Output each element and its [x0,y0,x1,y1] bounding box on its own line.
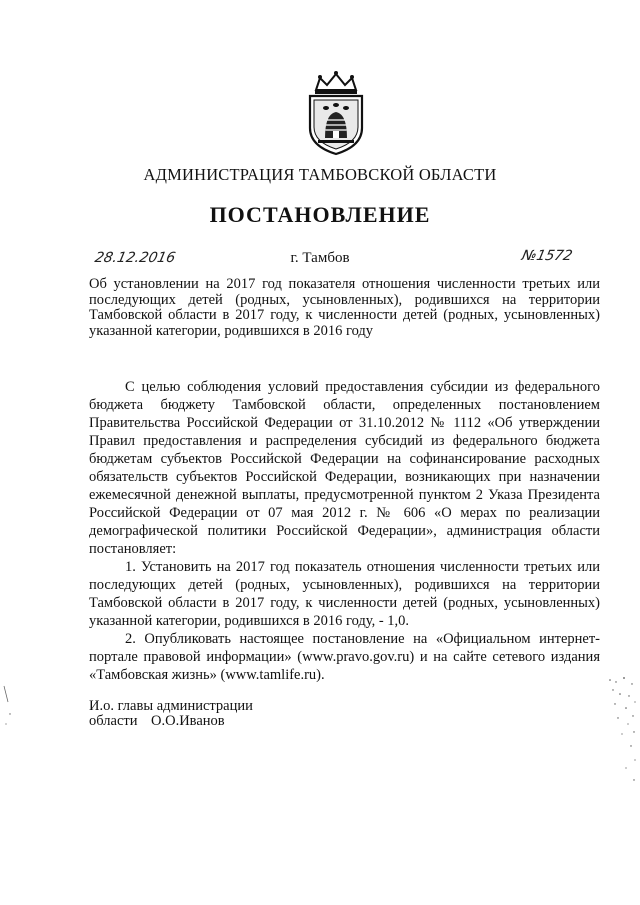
margin-mark-decoration [0,680,22,740]
document-subject: Об установлении на 2017 год показателя отношения численности третьих или последующих детей (родных, усыновленных), родившихся на территории Тамбовской области в 2017 году, к численности детей (родных, усыновленных) указанной категории, родившихся в 2016 году [89,276,600,339]
scan-noise-decoration [604,672,638,792]
signatory-title-line1: И.о. главы администрации [89,698,253,714]
city-label: г. Тамбов [290,250,350,266]
preamble-paragraph: С целью соблюдения условий предоставления субсидии из федерального бюджета бюджету Тамбовской области, определенных постановлением Правительства Российской Федерации от 31.10.2012 № 1112 «Об утверждении Правил предоставления и распределения субсидий из федерального бюджета бюджетам субъектов Российской Федерации на софинансирование расходных обязательств субъектов Российской Федерации, возникающих при назначении ежемесячной денежной выплаты, предусмотренной пунктом 2 Указа Президента Российской Федерации от 07 мая 2012 г. № 606 «О мерах по реализации демографической политики Российской Федерации», администрация области постановляет: [89,379,600,557]
tambov-coat-of-arms-icon [300,70,372,156]
signatory-title-line2: области [89,713,138,729]
handwritten-number: №1572 [520,248,574,264]
item-2-paragraph: 2. Опубликовать настоящее постановление на «Официальном интернет-портале правовой информации» (www.pravo.gov.ru) и на сайте сетевого издания «Тамбовская жизнь» (www.tamlife.ru). [89,631,600,683]
item-1-paragraph: 1. Установить на 2017 год показатель отношения численности третьих или последующих детей (родных, усыновленных), родившихся на территории Тамбовской области в 2017 году, к численности детей (родных, усыновленных) указанной категории, родившихся в 2016 году, - 1,0. [89,559,600,629]
handwritten-date: 28.12.2016 [93,250,177,266]
document-body [89,378,600,684]
signature-block [89,699,389,729]
issuing-authority: АДМИНИСТРАЦИЯ ТАМБОВСКОЙ ОБЛАСТИ [143,165,497,184]
signatory-name: О.О.Иванов [151,713,225,729]
document-type-title: ПОСТАНОВЛЕНИЕ [209,202,431,227]
